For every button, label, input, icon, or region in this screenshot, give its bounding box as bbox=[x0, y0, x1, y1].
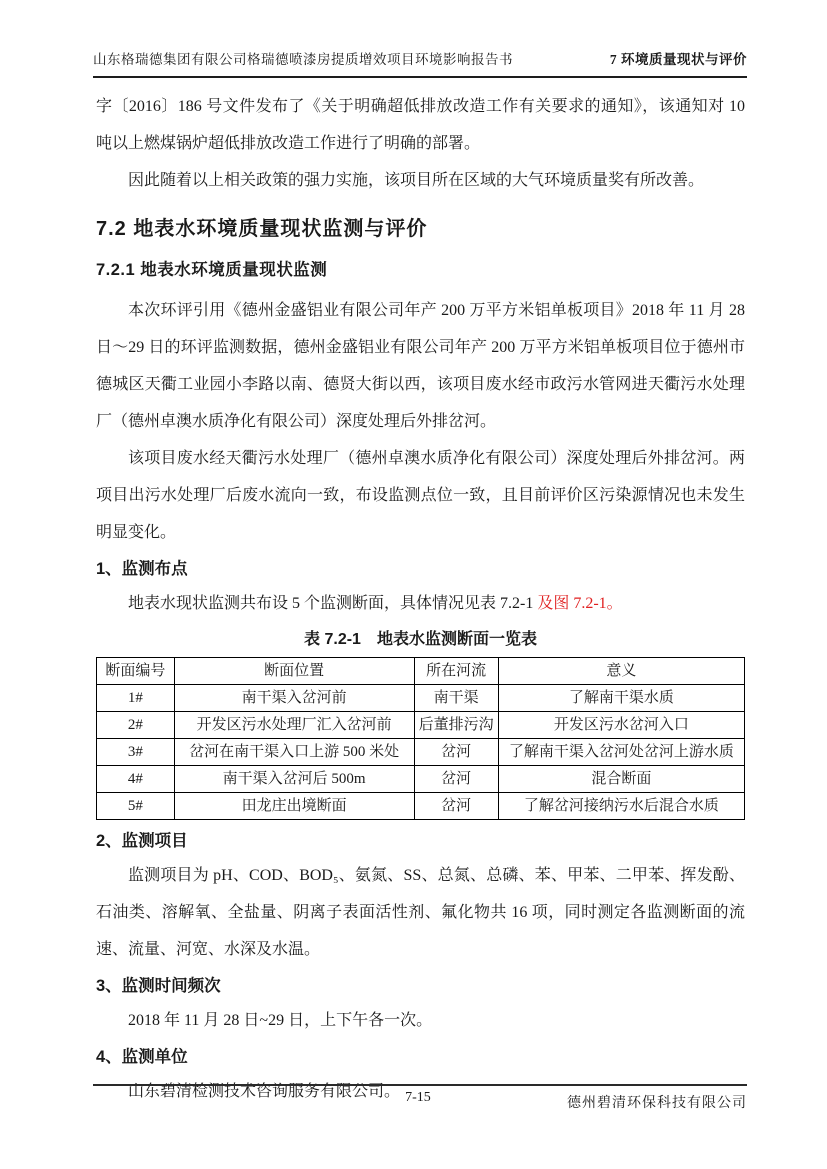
cell-section-location: 南干渠入岔河后 500m bbox=[174, 766, 414, 793]
table-row bbox=[97, 712, 745, 739]
item-title-monitoring-schedule: 3、监测时间频次 bbox=[96, 977, 221, 995]
header-chapter-title: 7 环境质量现状与评价 bbox=[609, 52, 747, 67]
cell-section-location: 开发区污水处理厂汇入岔河前 bbox=[174, 712, 414, 739]
table-header-row bbox=[97, 658, 745, 685]
cell-significance: 了解岔河接纳污水后混合水质 bbox=[498, 793, 744, 820]
page-content bbox=[96, 88, 745, 1110]
cell-river: 岔河 bbox=[414, 793, 498, 820]
cell-section-id: 2# bbox=[97, 712, 175, 739]
table-caption: 表 7.2-1 地表水监测断面一览表 bbox=[304, 631, 537, 648]
header-report-title: 山东格瑞德集团有限公司格瑞德喷漆房提质增效项目环境影响报告书 bbox=[93, 52, 513, 67]
paragraph-policy-effect: 因此随着以上相关政策的强力实施，该项目所在区域的大气环境质量奖有所改善。 bbox=[128, 172, 705, 189]
cell-significance: 开发区污水岔河入口 bbox=[498, 712, 744, 739]
cell-section-id: 1# bbox=[97, 685, 175, 712]
page-header bbox=[93, 48, 747, 78]
cell-river: 岔河 bbox=[414, 739, 498, 766]
paragraph-policy-notice: 字〔2016〕186 号文件发布了《关于明确超低排放改造工作有关要求的通知》，该通知对 10 吨以上燃煤锅炉超低排放改造工作进行了明确的部署。 bbox=[96, 98, 745, 152]
paragraph-monitoring-reference: 本次环评引用《德州金盛铝业有限公司年产 200 万平方米铝单板项目》2018 年 11 月 28 日～29 日的环评监测数据，德州金盛铝业有限公司年产 200 万平方米铝单板项目位于德州市德城区天衢工业园小李路以南、德贤大街以西，该项目废水经市政污水管网进天衢污水处理厂（德州卓澳水质净化有限公司）深度处理后外排岔河。 bbox=[96, 302, 745, 430]
item-title-monitoring-agency: 4、监测单位 bbox=[96, 1048, 188, 1066]
cell-section-location: 南干渠入岔河前 bbox=[174, 685, 414, 712]
col-header-section-location: 断面位置 bbox=[174, 658, 414, 685]
paragraph-monitoring-schedule: 2018 年 11 月 28 日~29 日，上下午各一次。 bbox=[128, 1012, 433, 1029]
paragraph-monitoring-points bbox=[96, 585, 745, 622]
cell-section-location: 岔河在南干渠入口上游 500 米处 bbox=[174, 739, 414, 766]
table-row bbox=[97, 793, 745, 820]
section-title-7-2-1: 7.2.1 地表水环境质量现状监测 bbox=[96, 261, 328, 279]
paragraph-monitoring-agency: 山东碧清检测技术咨询服务有限公司。 bbox=[128, 1083, 401, 1100]
cell-section-location: 田龙庄出境断面 bbox=[174, 793, 414, 820]
cell-section-id: 3# bbox=[97, 739, 175, 766]
item-title-monitoring-points: 1、监测布点 bbox=[96, 560, 188, 578]
cell-section-id: 4# bbox=[97, 766, 175, 793]
paragraph-monitoring-items: 监测项目为 pH、COD、BOD₅、氨氮、SS、总氮、总磷、苯、甲苯、二甲苯、挥发酚、石油类、溶解氧、全盐量、阴离子表面活性剂、氟化物共 16 项，同时测定各监测断面的流速、流量、河宽、水深及水温。 bbox=[96, 867, 745, 958]
cell-significance: 混合断面 bbox=[498, 766, 744, 793]
page-number: 7-15 bbox=[405, 1090, 431, 1105]
section-title-7-2: 7.2 地表水环境质量现状监测与评价 bbox=[96, 218, 428, 240]
monitoring-sections-table bbox=[96, 657, 745, 820]
page-footer bbox=[93, 1084, 747, 1112]
cell-river: 南干渠 bbox=[414, 685, 498, 712]
item-title-monitoring-items: 2、监测项目 bbox=[96, 832, 188, 850]
cell-significance: 了解南干渠入岔河处岔河上游水质 bbox=[498, 739, 744, 766]
footer-company-name: 德州碧清环保科技有限公司 bbox=[567, 1096, 747, 1111]
table-row bbox=[97, 739, 745, 766]
col-header-river: 所在河流 bbox=[414, 658, 498, 685]
paragraph-wastewater-route: 该项目废水经天衢污水处理厂（德州卓澳水质净化有限公司）深度处理后外排岔河。两项目出污水处理厂后废水流向一致，布设监测点位一致，且目前评价区污染源情况也未发生明显变化。 bbox=[96, 450, 745, 541]
table-row bbox=[97, 766, 745, 793]
monitoring-points-figure-ref: 及图 7.2-1。 bbox=[537, 595, 623, 612]
cell-significance: 了解南干渠水质 bbox=[498, 685, 744, 712]
cell-river: 岔河 bbox=[414, 766, 498, 793]
footer-inner bbox=[93, 1090, 747, 1112]
cell-section-id: 5# bbox=[97, 793, 175, 820]
col-header-section-id: 断面编号 bbox=[97, 658, 175, 685]
monitoring-points-text: 地表水现状监测共布设 5 个监测断面，具体情况见表 7.2-1 bbox=[128, 595, 538, 612]
cell-river: 后董排污沟 bbox=[414, 712, 498, 739]
table-row bbox=[97, 685, 745, 712]
col-header-significance: 意义 bbox=[498, 658, 744, 685]
